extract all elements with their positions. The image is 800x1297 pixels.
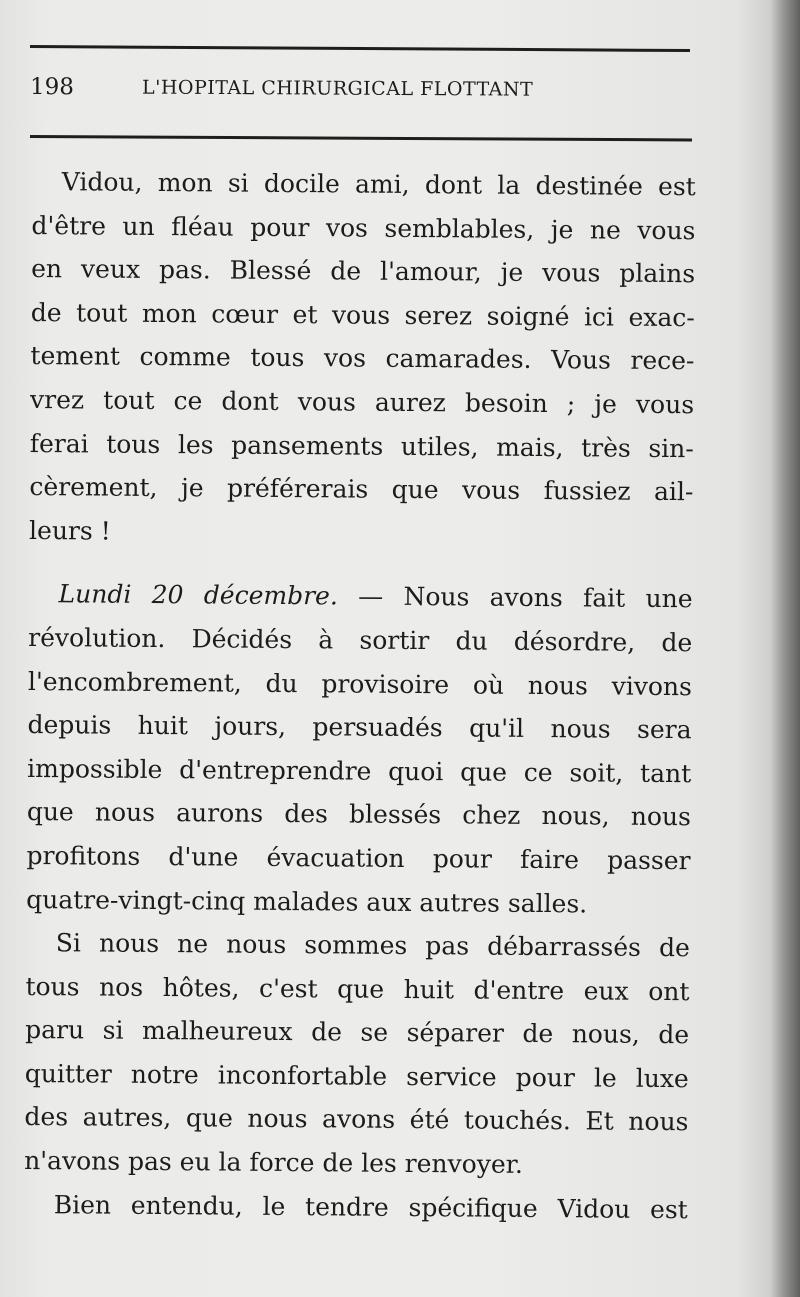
text-line: vrez tout ce dont vous aurez besoin ; je vous (30, 384, 695, 420)
text-line: impossible d'entreprendre quoi que ce soit, tant (27, 753, 692, 788)
text-line: l'encombrement, du provisoire où nous vivons (27, 666, 693, 701)
text-line: des autres, que nous avons été touchés. Et nous (24, 1102, 689, 1137)
text-line: ferai tous les pansements utiles, mais, très sin- (29, 428, 694, 463)
page-number: 198 (29, 74, 74, 101)
header-rule-bottom (30, 135, 692, 141)
text-line: Vidou, mon si docile ami, dont la destinée est (61, 167, 696, 202)
header-rule-top (30, 45, 690, 52)
page-header (30, 74, 690, 107)
text-line: quatre-vingt-cinq malades aux autres salles. (26, 884, 588, 918)
text-line: tement comme tous vos camarades. Vous rece- (30, 341, 695, 376)
page-gutter-shadow (770, 0, 800, 1297)
paragraph-1 (29, 160, 696, 558)
text-line: profitons d'une évacuation pour faire passer (26, 840, 691, 876)
text-line (28, 572, 692, 621)
running-title: L'HOPITAL CHIRURGICAL FLOTTANT (141, 76, 534, 101)
text-line: révolution. Décidés à sortir du désordre, de (28, 622, 693, 658)
text-line: que nous aurons des blessés chez nous, nous (26, 797, 691, 832)
body-text (24, 160, 696, 1231)
text-line: paru si malheureux de se séparer de nous, de (25, 1015, 690, 1050)
text-fragment: — Nous avons fait une (337, 581, 693, 614)
text-line: Bien entendu, le tendre spécifique Vidou est (53, 1189, 688, 1224)
text-line: depuis huit jours, persuadés qu'il nous sera (27, 710, 692, 745)
text-line: leurs ! (28, 515, 111, 546)
text-line: de tout mon cœur et vous serez soigné ici exac- (30, 297, 695, 332)
text-line: Si nous ne nous sommes pas débarrassés de (55, 928, 690, 963)
paragraph-4 (24, 1183, 688, 1232)
diary-date: Lundi 20 décembre. (58, 579, 338, 611)
text-line: d'être un fléau pour vos semblables, je ne vous (31, 210, 696, 245)
paragraph-3 (24, 921, 690, 1188)
text-line: n'avons pas eu la force de les renvoyer. (24, 1146, 523, 1179)
text-line: quitter notre inconfortable service pour le luxe (24, 1058, 689, 1094)
text-line: tous nos hôtes, c'est que huit d'entre eux ont (25, 971, 690, 1006)
text-line: cèrement, je préférerais que vous fussiez ail- (29, 472, 694, 507)
paragraph-2 (26, 572, 693, 926)
text-line: en veux pas. Blessé de l'amour, je vous plains (31, 254, 696, 289)
